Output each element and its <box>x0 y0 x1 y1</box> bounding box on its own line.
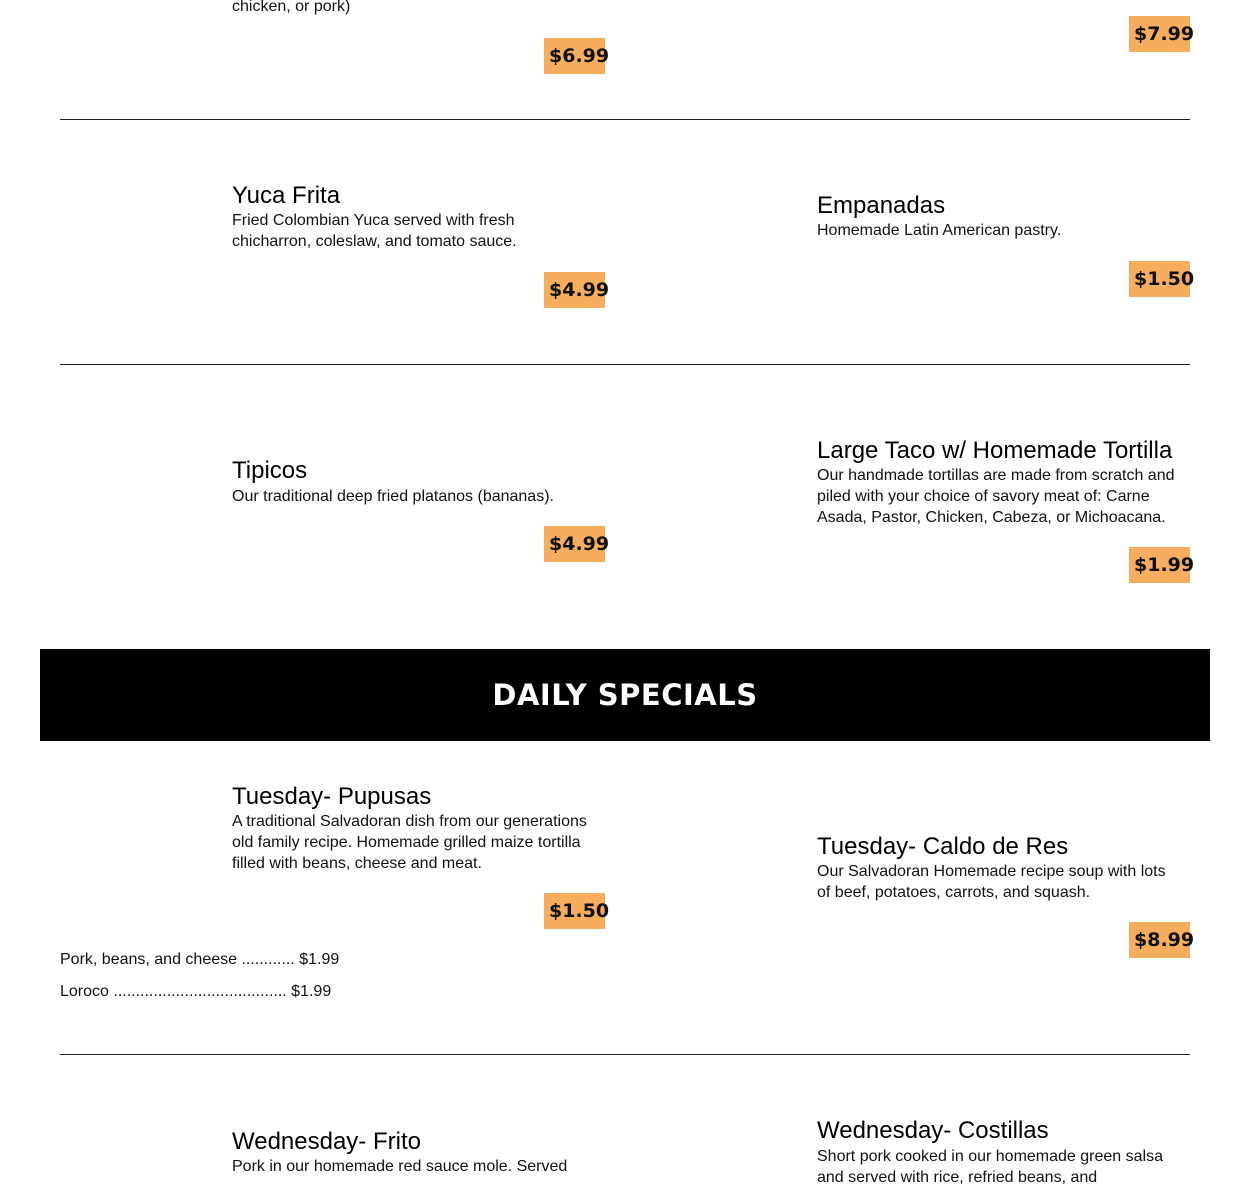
menu-item-title: Yuca Frita <box>232 182 341 209</box>
price-tag: $1.50 <box>1129 261 1190 297</box>
menu-item-desc: A traditional Salvadoran dish from our generations old family recipe. Homemade grilled maize tortilla filled with beans, cheese and meat. <box>232 813 587 872</box>
menu-item-title: Wednesday- Costillas <box>817 1117 1049 1144</box>
daily-specials-heading: DAILY SPECIALS <box>40 649 1210 741</box>
divider <box>60 119 1190 120</box>
menu-item-desc: Our handmade tortillas are made from scratch and piled with your choice of savory meat of: Carne Asada, Pastor, Chicken, Cabeza, or Michoacana. <box>817 467 1175 526</box>
price-tag: $7.99 <box>1129 16 1190 52</box>
price-tag: $1.99 <box>1129 547 1190 583</box>
pupusa-option-item: Pork, beans, and cheese ............ $1.99 <box>60 951 340 968</box>
divider <box>60 364 1190 365</box>
menu-item-desc: Fried Colombian Yuca served with fresh chicharron, coleslaw, and tomato sauce. <box>232 212 517 250</box>
menu-item-desc: Short pork cooked in our homemade green salsa and served with rice, refried beans, and <box>817 1148 1163 1186</box>
menu-item-title: Empanadas <box>817 192 946 219</box>
price-tag: $1.50 <box>544 893 605 929</box>
menu-item-title: Large Taco w/ Homemade Tortilla <box>817 437 1173 464</box>
menu-item-desc: Homemade Latin American pastry. <box>817 222 1062 239</box>
menu-item-desc: Pork in our homemade red sauce mole. Served <box>232 1158 568 1175</box>
menu-item-desc: chicken, or pork) <box>232 0 351 15</box>
menu-item-desc: Our traditional deep fried platanos (bananas). <box>232 488 554 505</box>
menu-item-title: Tuesday- Caldo de Res <box>817 833 1069 860</box>
menu-item-title: Wednesday- Frito <box>232 1128 421 1155</box>
menu-item-title: Tipicos <box>232 457 308 484</box>
price-tag: $4.99 <box>544 272 605 308</box>
price-tag: $8.99 <box>1129 922 1190 958</box>
menu-item-desc: Our Salvadoran Homemade recipe soup with lots of beef, potatoes, carrots, and squash. <box>817 863 1166 901</box>
menu-item-title: Tuesday- Pupusas <box>232 783 432 810</box>
price-tag: $6.99 <box>544 38 605 74</box>
divider <box>60 1054 1190 1055</box>
pupusa-option-item: Loroco ....................................... $1.99 <box>60 983 332 1000</box>
price-tag: $4.99 <box>544 526 605 562</box>
